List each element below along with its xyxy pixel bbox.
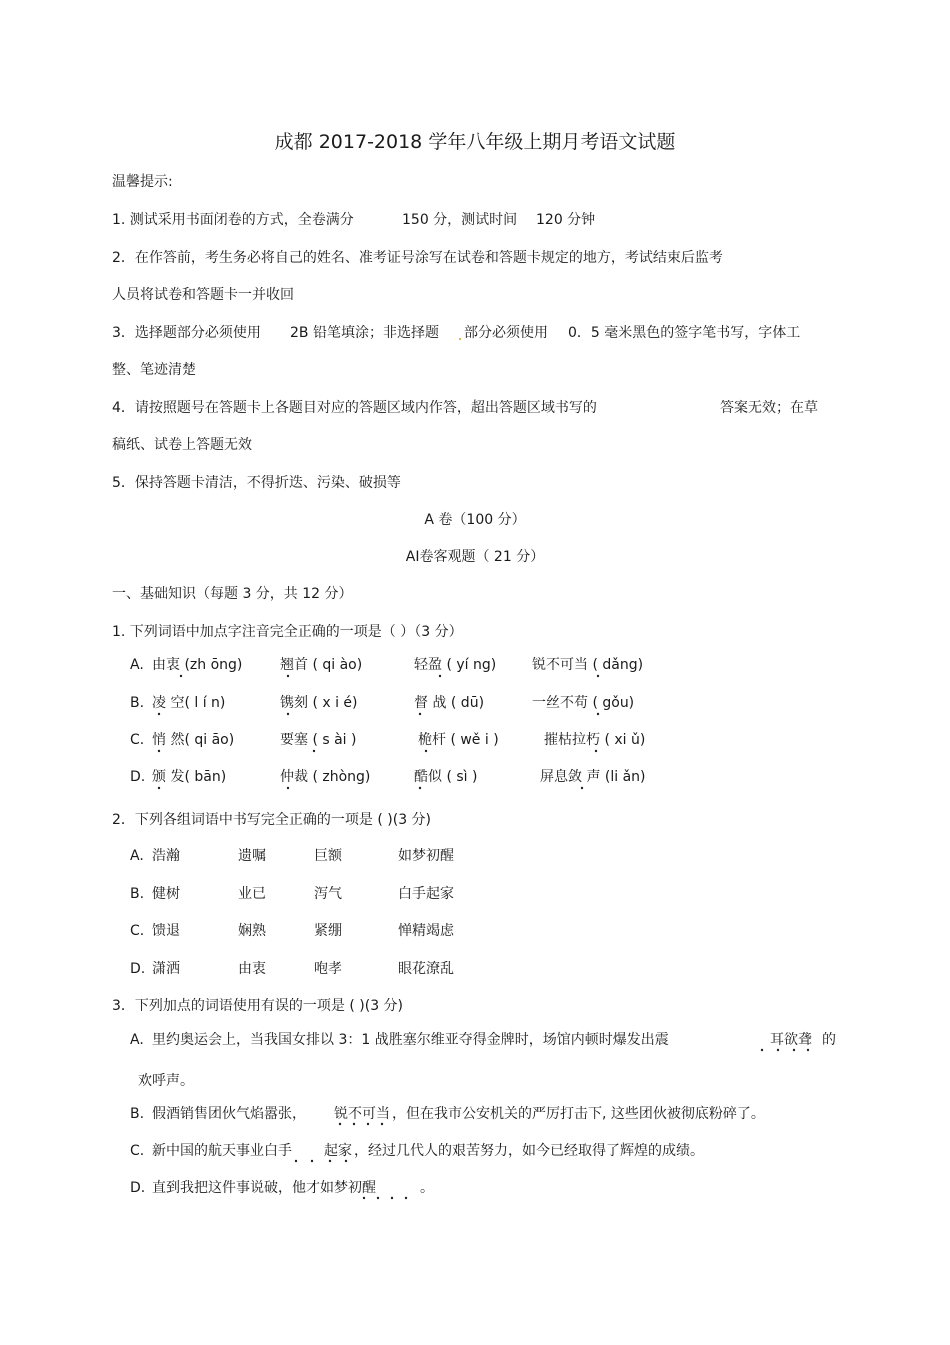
- option-label: C.: [130, 1143, 145, 1159]
- section-a-heading: A 卷（100 分）: [424, 512, 526, 528]
- option-label: B.: [130, 886, 145, 902]
- option-word: 悄 然( qi āo): [152, 732, 235, 748]
- option-word: 紧绷: [314, 923, 342, 939]
- option-word: 遗嘱: [238, 848, 266, 864]
- option-word: 由衷: [238, 961, 266, 977]
- option-label: D.: [130, 769, 146, 785]
- option-word: 桅杆 ( wě i ): [418, 732, 499, 748]
- tip-4-part-b: 答案无效；在草: [720, 400, 818, 416]
- dotted-word: 锐不可当: [334, 1106, 390, 1122]
- tips-heading: 温馨提示:: [112, 174, 173, 190]
- tip-4-part-a: 4．请按照题号在答题卡上各题目对应的答题区域内作答，超出答题区域书写的: [112, 400, 597, 416]
- option-word: 由衷 (zh ōng): [152, 657, 243, 673]
- question-3-option-a-line-2: 欢呼声。: [138, 1073, 194, 1089]
- option-word: 馈退: [152, 923, 180, 939]
- option-word: 凌 空( l í n): [152, 695, 226, 711]
- tip-2-line-1: 2．在作答前，考生务必将自己的姓名、准考证号涂写在试卷和答题卡规定的地方，考试结束后监考: [112, 250, 723, 266]
- option-label: D.: [130, 1180, 146, 1196]
- option-word: 惮精竭虑: [398, 923, 454, 939]
- option-word: 一丝不苟 ( gǒu): [532, 695, 635, 711]
- question-1-stem: 1. 下列词语中加点字注音完全正确的一项是（ ）（3 分）: [112, 624, 463, 640]
- question-3-option-c-post: ，经过几代人的艰苦努力，如今已经取得了辉煌的成绩。: [354, 1143, 704, 1159]
- tip-1-part-c: 120 分钟: [536, 212, 596, 228]
- option-label: B.: [130, 1106, 145, 1122]
- option-word: 泻气: [314, 886, 342, 902]
- tip-3-line-2: 整、笔迹清楚: [112, 362, 196, 378]
- tip-2-line-2: 人员将试卷和答题卡一并收回: [112, 287, 294, 303]
- option-word: 潇洒: [152, 961, 180, 977]
- tip-3-part-b: 2B 铅笔填涂；非选择题: [290, 325, 439, 341]
- option-word: 巨额: [314, 848, 342, 864]
- option-label: D.: [130, 961, 146, 977]
- option-word: 健树: [152, 886, 180, 902]
- option-word: 督 战 ( dū): [414, 695, 485, 711]
- option-word: 娴熟: [238, 923, 266, 939]
- question-3-option-d-pre: 直到我把这件事说破，他才如梦初醒: [152, 1180, 376, 1196]
- question-3-option-a-text: 里约奥运会上，当我国女排以 3：1 战胜塞尔维亚夺得金牌时，场馆内顿时爆发出震: [152, 1032, 669, 1048]
- tip-3-part-d: 0．5 毫米黑色的签字笔书写，字体工: [568, 325, 801, 341]
- part-1-heading: 一、基础知识（每题 3 分，共 12 分）: [112, 586, 353, 602]
- option-word: 仲裁 ( zhòng): [280, 769, 371, 785]
- option-word: 业已: [238, 886, 266, 902]
- option-word: 咆孝: [314, 961, 342, 977]
- option-word: 如梦初醒: [398, 848, 454, 864]
- dotted-word: 耳欲聋: [770, 1032, 812, 1048]
- option-word: 眼花潦乱: [398, 961, 454, 977]
- option-label: C.: [130, 923, 145, 939]
- option-word: 翘首 ( qi ào): [280, 657, 363, 673]
- option-label: A.: [130, 848, 144, 864]
- option-word: 白手起家: [398, 886, 454, 902]
- dotted-word: 起家: [324, 1143, 352, 1159]
- option-word: 锐不可当 ( dǎng): [532, 657, 644, 673]
- question-3-option-a-end: 的: [822, 1032, 836, 1048]
- option-word: 颁 发( bān): [152, 769, 227, 785]
- option-word: 轻盈 ( yí ng): [414, 657, 497, 673]
- option-label: B.: [130, 695, 145, 711]
- question-3-option-b-post: ，但在我市公安机关的严厉打击下, 这些团伙被彻底粉碎了。: [392, 1106, 765, 1122]
- option-label: A.: [130, 1032, 144, 1048]
- option-word: 摧枯拉朽 ( xi ǔ): [544, 732, 646, 748]
- tip-1-part-b: 150 分，测试时间: [402, 212, 518, 228]
- section-a1-heading: AⅠ卷客观题（ 21 分）: [405, 549, 545, 565]
- tip-1-part-a: 1. 测试采用书面闭卷的方式，全卷满分: [112, 212, 354, 228]
- option-word: 酷似 ( sì ): [414, 769, 478, 785]
- question-3-option-d-post: 。: [420, 1180, 434, 1196]
- tip-4-line-2: 稿纸、试卷上答题无效: [112, 437, 252, 453]
- question-2-stem: 2．下列各组词语中书写完全正确的一项是 ( )(3 分): [112, 812, 432, 828]
- option-word: 屏息敛 声 (li ǎn): [540, 769, 646, 785]
- tip-3-part-a: 3．选择题部分必须使用: [112, 325, 261, 341]
- option-word: 要塞 ( s ài ): [280, 732, 357, 748]
- question-3-option-b-pre: 假酒销售团伙气焰嚣张，: [152, 1106, 306, 1122]
- option-label: C.: [130, 732, 145, 748]
- option-word: 浩瀚: [152, 848, 180, 864]
- question-3-stem: 3．下列加点的词语使用有误的一项是 ( )(3 分): [112, 998, 404, 1014]
- exam-title: 成都 2017-2018 学年八年级上期月考语文试题: [274, 131, 676, 153]
- tip-5: 5．保持答题卡清洁，不得折迭、污染、破损等: [112, 475, 401, 491]
- tip-3-part-c: 部分必须使用: [464, 325, 548, 341]
- question-3-option-c-pre: 新中国的航天事业白手: [152, 1143, 292, 1159]
- option-word: 镌刻 ( x i é): [280, 695, 358, 711]
- option-label: A.: [130, 657, 144, 673]
